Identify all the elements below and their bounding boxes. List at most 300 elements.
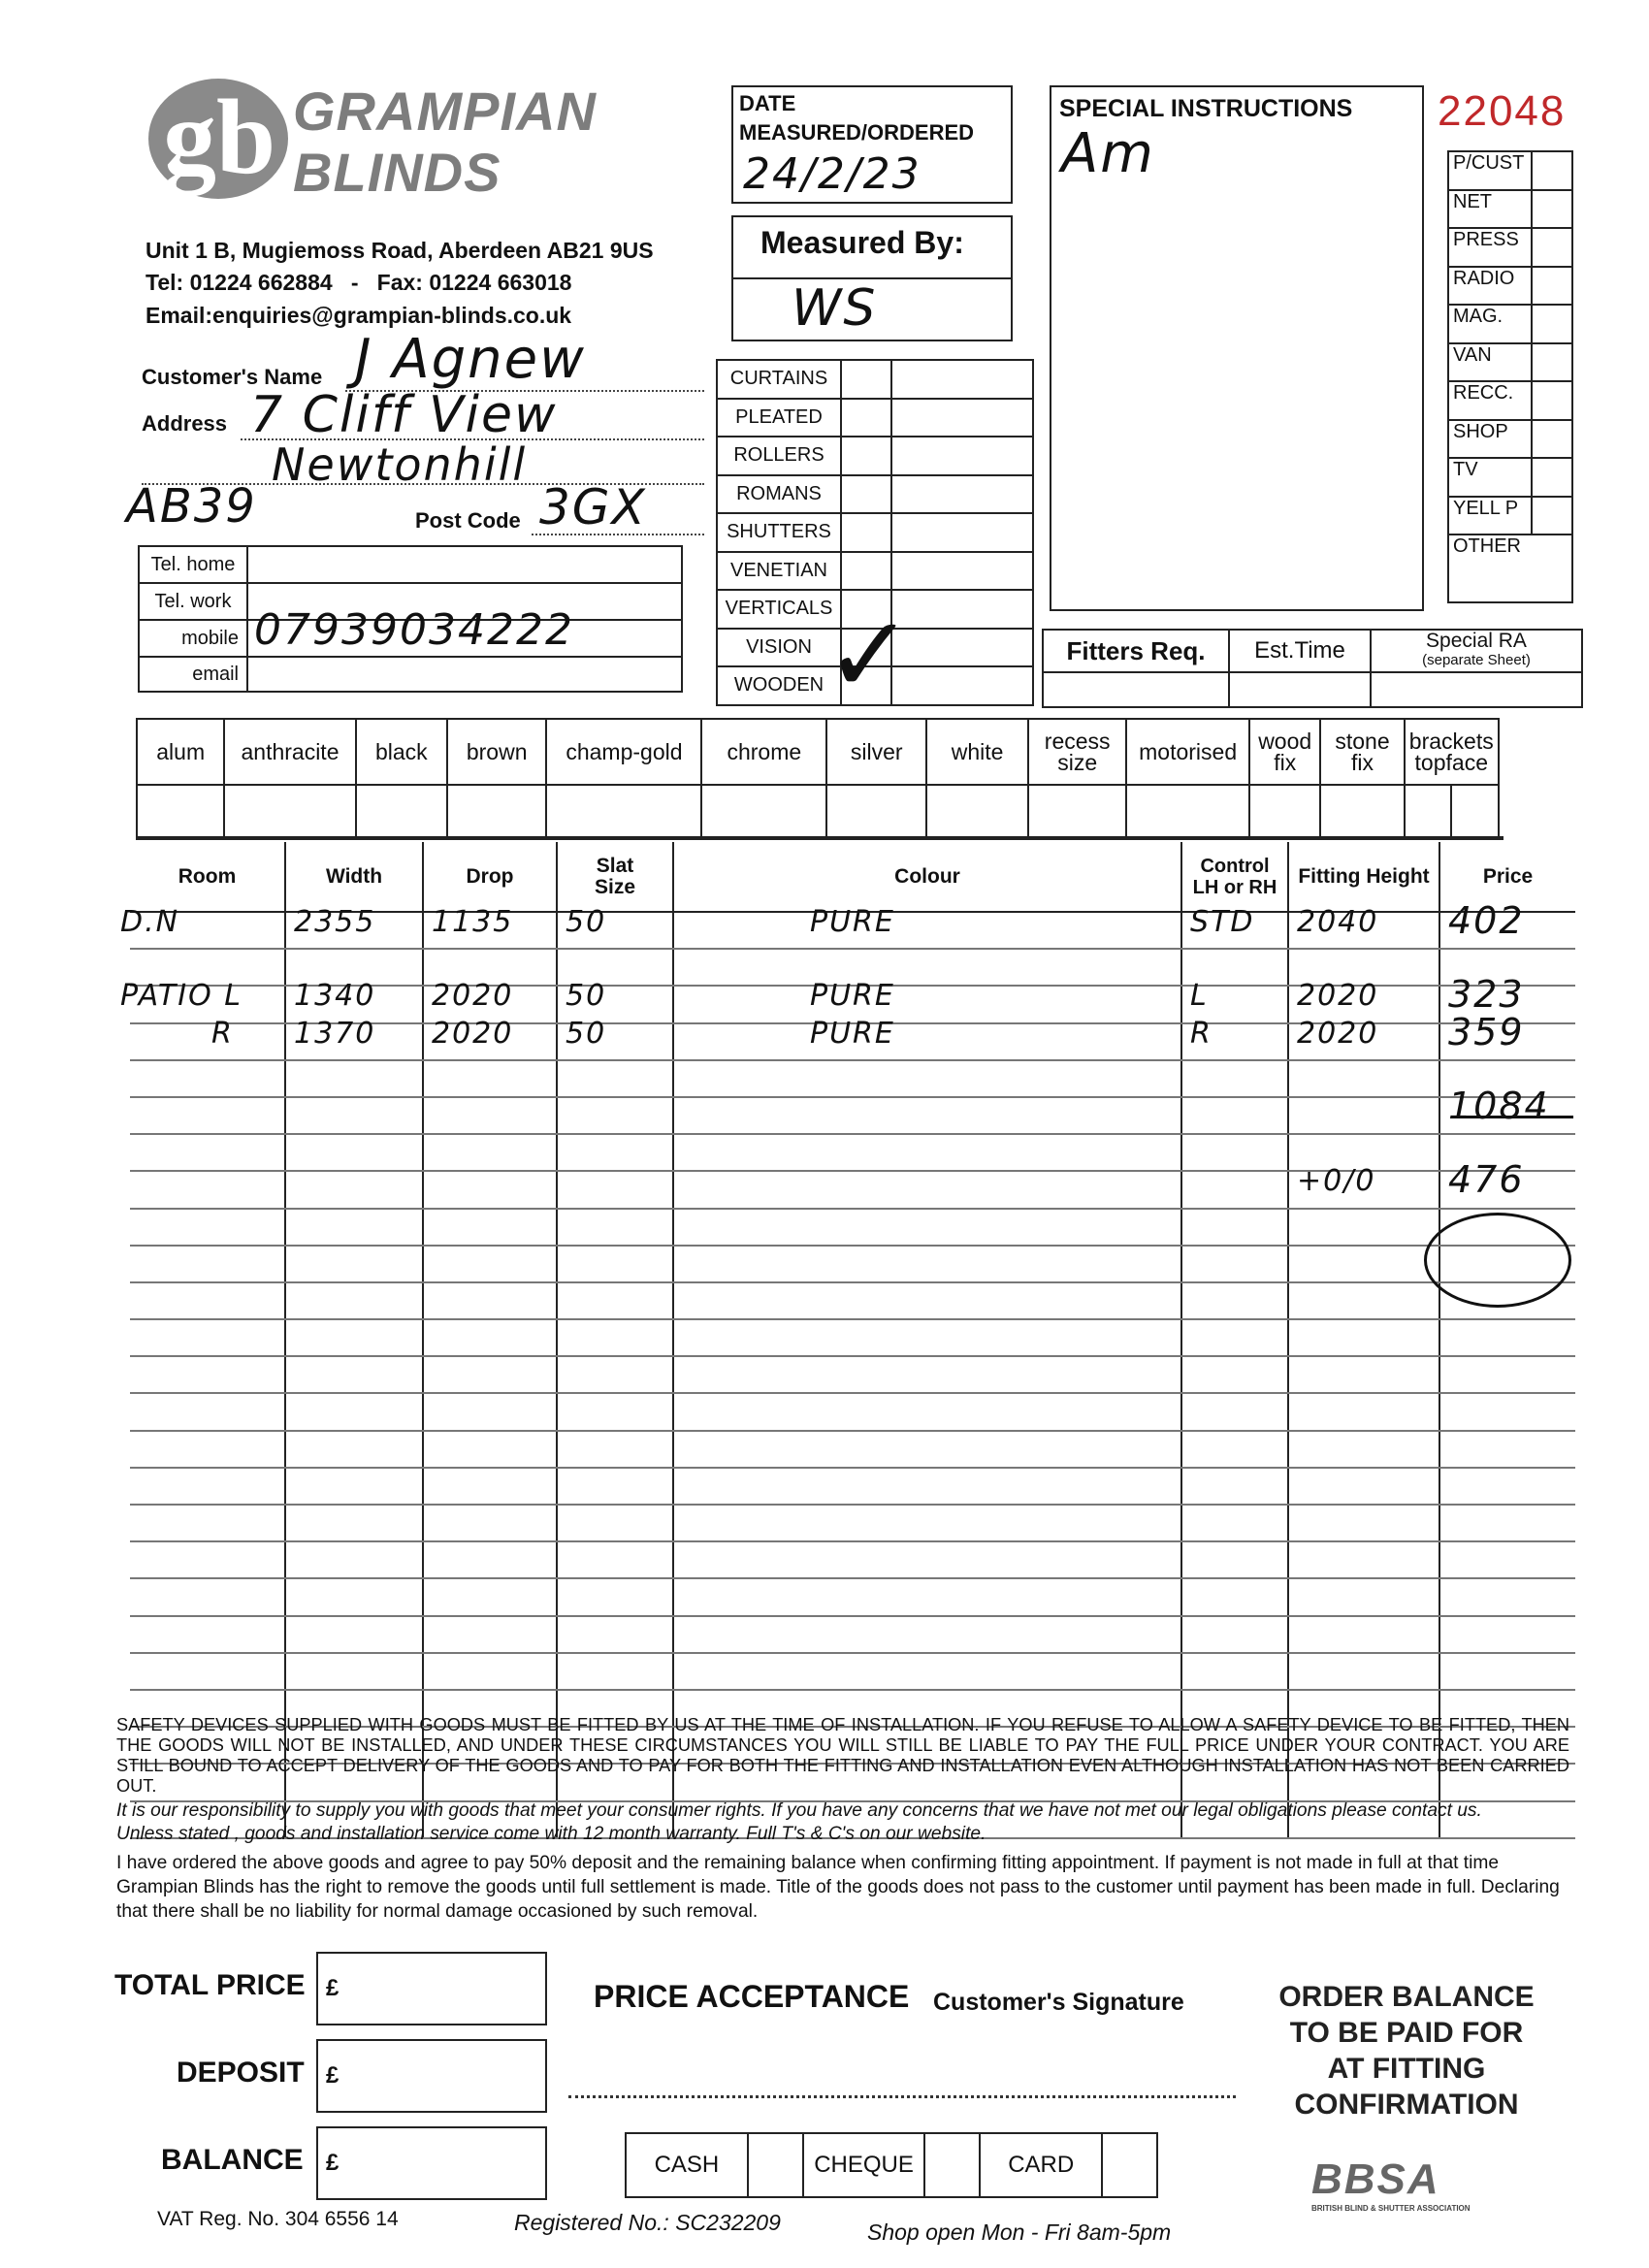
address-line1[interactable]: 7 Cliff View [250,386,558,444]
item-slat-cell[interactable] [557,1393,673,1430]
mobile-field[interactable] [247,605,682,657]
item-colour-cell[interactable] [673,1319,1181,1356]
source-checkbox[interactable] [1532,420,1572,459]
item-control-cell[interactable] [1181,1282,1288,1319]
item-control-cell[interactable] [1181,1134,1288,1171]
item-price-cell[interactable] [1439,899,1575,949]
item-drop-cell[interactable] [423,1060,557,1097]
item-slat-cell[interactable] [557,1653,673,1690]
col-colour: Colour [673,842,1181,912]
finish-option [447,719,546,785]
item-width-cell[interactable] [285,1282,423,1319]
total-price-field[interactable] [316,1952,547,2025]
finish-label: alum [156,739,206,764]
item-slat-cell[interactable] [557,1209,673,1246]
signature-line[interactable] [568,2095,1236,2098]
order-balance-notice [1242,1979,1571,2122]
vat-number: VAT Reg. No. 304 6556 14 [157,2208,399,2230]
finish-option [224,719,355,785]
item-colour-cell[interactable] [673,949,1181,986]
item-fitting-cell[interactable] [1288,1246,1439,1282]
item-colour-cell[interactable] [673,1431,1181,1468]
item-colour-cell[interactable] [673,1393,1181,1430]
item-room-cell[interactable] [130,1616,285,1653]
product-type-label: VENETIAN [717,552,841,591]
item-control-cell[interactable] [1181,1171,1288,1208]
postcode-value[interactable]: 3GX [539,479,647,535]
payment-method-checkbox[interactable] [748,2133,803,2197]
price-acceptance-label: PRICE ACCEPTANCE [594,1979,910,2014]
item-row [130,1246,1575,1282]
item-colour-cell[interactable] [673,1541,1181,1578]
item-slat-cell[interactable] [557,1505,673,1541]
est-time-label: Est.Time [1229,630,1371,672]
finish-option [1320,719,1404,785]
item-room-cell[interactable] [130,1209,285,1246]
item-width-cell[interactable] [285,1393,423,1430]
item-width-cell[interactable] [285,1616,423,1653]
finish-checkbox[interactable] [447,785,546,837]
price-circle [1424,1213,1571,1308]
item-room-cell[interactable] [130,1468,285,1505]
customer-name-label: Customer's Name [142,365,323,389]
product-type-label: VISION [717,629,841,667]
item-slat-cell[interactable] [557,1171,673,1208]
item-price-cell[interactable] [1439,1578,1575,1615]
special-ra-cell [1371,630,1582,672]
item-slat-cell[interactable] [557,1431,673,1468]
item-row [130,1653,1575,1690]
company-name-line1: GRAMPIAN [293,81,597,142]
bbsa-sub: BRITISH BLIND & SHUTTER ASSOCIATION [1311,2204,1471,2213]
deposit-field[interactable] [316,2039,547,2113]
item-row [130,1431,1575,1468]
item-price: 359 [1448,1010,1525,1053]
item-colour-cell[interactable] [673,1616,1181,1653]
item-control-cell[interactable] [1181,1541,1288,1578]
product-type-label: VERTICALS [717,590,841,629]
finish-checkbox[interactable] [1028,785,1126,837]
item-width: 1370 [294,1016,376,1051]
item-room-cell[interactable] [120,905,285,949]
item-control-cell[interactable] [1181,905,1288,949]
item-colour-cell[interactable] [673,979,1181,1022]
finish-checkbox[interactable] [546,785,701,837]
special-ra-field[interactable] [1371,672,1582,707]
item-price-cell[interactable] [1439,1468,1575,1505]
payment-methods-table [625,2132,1158,2198]
item-slat-cell[interactable] [557,1541,673,1578]
item-width-cell[interactable] [285,1541,423,1578]
product-type-checkbox[interactable] [841,360,891,399]
finish-option [137,719,224,785]
product-type-checkbox[interactable] [841,475,891,514]
item-slat-cell[interactable] [557,1016,673,1060]
terms-safety: SAFETY DEVICES SUPPLIED WITH GOODS MUST BE FITTED BY US AT THE TIME OF INSTALLATION. IF YOU REFUSE TO ALLOW A SAFETY DEVICE TO BE FITTED, THEN THE GOODS WILL NOT BE INSTALLED, AND UNDER THESE CIRCUMSTANCES YOU WILL STILL BE LIABLE TO PAY THE FULL PRICE UNDER YOUR CONTRACT. YOU ARE STILL BOUND TO ACCEPT DELIVERY OF THE GOODS AND TO PAY FOR BOTH THE FITTING AND INSTALLATION EVEN ALTHOUGH INSTALLATION HAS NOT BEEN CARRIED OUT. [116,1715,1569,1796]
item-colour-cell[interactable] [673,1171,1181,1208]
item-row [130,912,1575,949]
item-room-cell[interactable] [130,1134,285,1171]
finish-checkbox[interactable] [1320,785,1404,837]
phone-table [138,545,683,693]
col-price: Price [1439,842,1575,912]
date-label-2: MEASURED/ORDERED [739,120,975,145]
item-slat-cell[interactable] [557,1282,673,1319]
item-room-cell[interactable] [130,1171,285,1208]
item-slat-cell[interactable] [557,1578,673,1615]
item-fitting-cell[interactable] [1288,1393,1439,1430]
email-field[interactable] [247,657,682,692]
item-room-cell[interactable] [130,1431,285,1468]
product-type-notes[interactable] [891,475,1033,514]
item-room-cell[interactable] [130,1060,285,1097]
product-type-checkbox[interactable] [841,513,891,552]
item-width-cell[interactable] [285,1016,423,1060]
item-colour-cell[interactable] [673,1282,1181,1319]
product-type-checkbox[interactable] [841,437,891,475]
item-colour-cell[interactable] [673,1097,1181,1134]
company-name-line2: BLINDS [293,142,501,203]
balance-field[interactable] [316,2126,547,2200]
deposit-label: DEPOSIT [177,2057,305,2089]
item-drop-cell[interactable] [423,1541,557,1578]
item-drop-cell[interactable] [423,1393,557,1430]
item-fitting: +0/0 [1297,1164,1376,1199]
item-control-cell[interactable] [1181,1653,1288,1690]
item-fitting-cell[interactable] [1288,1356,1439,1393]
special-instructions-label: SPECIAL INSTRUCTIONS [1059,95,1353,122]
measured-by-value[interactable]: WS [792,279,878,338]
total-price-label: TOTAL PRICE [114,1969,306,2001]
item-price-cell[interactable] [1439,1431,1575,1468]
item-width-cell[interactable] [285,1431,423,1468]
source-checkbox[interactable] [1532,267,1572,306]
logo-letters: gb [163,78,276,196]
customer-signature-label: Customer's Signature [933,1989,1184,2016]
item-room-cell[interactable] [130,1097,285,1134]
item-fitting-cell[interactable] [1288,1578,1439,1615]
item-room-cell[interactable] [130,1541,285,1578]
item-control-cell[interactable] [1181,1209,1288,1246]
item-slat: 50 [566,905,607,939]
source-checkbox[interactable] [1532,305,1572,343]
item-slat: 50 [566,979,607,1014]
item-drop-cell[interactable] [423,1209,557,1246]
item-drop-cell[interactable] [423,1097,557,1134]
item-slat-cell[interactable] [557,1468,673,1505]
brackets-face: face [1445,750,1488,775]
terms-agreement: I have ordered the above goods and agree to pay 50% deposit and the remaining balance when confirming fitting appointment. If payment is not made in full at that time Grampian Blinds has the right to remove the goods until full settlement is made. Title of the goods does not pass to the customer until payment has been made in full. Declaring that there shall be no liability for normal damage occasioned by such removal. [116,1853,1560,1922]
source-checkbox[interactable] [1532,497,1572,535]
item-row [130,1171,1575,1208]
item-control: R [1190,1016,1212,1051]
registered-number: Registered No.: SC232209 [514,2210,781,2235]
item-control: STD [1190,905,1255,939]
item-width-cell[interactable] [285,1060,423,1097]
product-type-label: ROLLERS [717,437,841,475]
item-width-cell[interactable] [285,1209,423,1246]
item-price: 323 [1448,973,1525,1017]
finish-checkbox[interactable] [356,785,447,837]
item-room-cell[interactable] [120,979,285,1022]
item-control-cell[interactable] [1181,1097,1288,1134]
item-width-cell[interactable] [285,1246,423,1282]
item-control-cell[interactable] [1181,1468,1288,1505]
source-label: OTHER [1448,535,1572,602]
item-drop-cell[interactable] [423,1282,557,1319]
item-room-cell[interactable] [130,1246,285,1282]
item-fitting-cell[interactable] [1288,1468,1439,1505]
item-price-cell[interactable] [1439,1616,1575,1653]
item-slat-cell[interactable] [557,1060,673,1097]
item-price-cell[interactable] [1439,1356,1575,1393]
item-control-cell[interactable] [1181,1016,1288,1060]
address-line2[interactable]: Newtonhill [272,438,528,491]
postcode-prefix[interactable]: AB39 [126,479,257,534]
item-price-cell[interactable] [1439,1319,1575,1356]
product-type-notes[interactable] [891,513,1033,552]
product-type-notes[interactable] [891,552,1033,591]
finish-checkbox[interactable] [926,785,1028,837]
source-label: YELL P [1448,497,1532,535]
company-email: Email:enquiries@grampian-blinds.co.uk [146,303,572,328]
item-fitting-cell[interactable] [1288,1505,1439,1541]
item-fitting-cell[interactable] [1288,1431,1439,1468]
finish-option [546,719,701,785]
col-control-2: LH or RH [1192,876,1277,898]
item-colour: PURE [810,905,895,939]
items-table [120,842,1575,1839]
finish-option [1249,719,1321,785]
item-control-cell[interactable] [1181,1393,1288,1430]
item-slat-cell[interactable] [557,1246,673,1282]
tel-home-field[interactable] [247,546,682,583]
product-type-notes[interactable] [891,399,1033,437]
item-drop-cell[interactable] [423,1578,557,1615]
item-width-cell[interactable] [285,1134,423,1171]
order-balance-line: ORDER BALANCE [1278,1981,1535,2013]
bbsa-logo [1311,2155,1535,2213]
product-type-notes[interactable] [891,437,1033,475]
subtotal-line [1451,1116,1573,1118]
item-room: PATIO L [120,979,242,1014]
item-colour-cell[interactable] [673,1468,1181,1505]
item-drop-cell[interactable] [423,1171,557,1208]
item-price: 1084 [1448,1084,1550,1127]
item-control-cell[interactable] [1181,1246,1288,1282]
date-value[interactable]: 24/2/23 [743,149,922,199]
item-drop-cell[interactable] [423,1134,557,1171]
item-row [130,1393,1575,1430]
item-drop-cell[interactable] [423,905,557,949]
item-room-cell[interactable] [130,1282,285,1319]
item-fitting-cell[interactable] [1288,1541,1439,1578]
item-fitting-cell[interactable] [1288,1653,1439,1690]
item-drop-cell[interactable] [423,1431,557,1468]
col-room: Room [130,842,285,912]
item-drop-cell[interactable] [423,1653,557,1690]
product-type-notes[interactable] [891,360,1033,399]
item-colour-cell[interactable] [673,1356,1181,1393]
item-room-cell[interactable] [130,1578,285,1615]
company-logo [146,76,291,202]
item-fitting-cell[interactable] [1288,1097,1439,1134]
item-fitting-cell[interactable] [1288,1282,1439,1319]
finish-label: champ-gold [566,739,683,764]
brackets-label: brackets [1408,729,1494,754]
item-width-cell[interactable] [285,1653,423,1690]
finish-option [1028,719,1126,785]
finish-checkbox[interactable] [701,785,826,837]
item-fitting-cell[interactable] [1288,1164,1439,1208]
order-balance-line: TO BE PAID FOR [1289,2017,1524,2049]
item-width-cell[interactable] [285,905,423,949]
item-drop-cell[interactable] [423,1468,557,1505]
item-slat-cell[interactable] [557,1097,673,1134]
fitters-label: Fitters Req. [1043,630,1229,672]
product-type-checkbox[interactable] [841,399,891,437]
source-checkbox[interactable] [1532,381,1572,420]
item-colour-cell[interactable] [673,1505,1181,1541]
company-address: Unit 1 B, Mugiemoss Road, Aberdeen AB21 9US [146,238,654,263]
item-fitting-cell[interactable] [1288,1016,1439,1060]
item-row [130,1356,1575,1393]
item-price-cell[interactable] [1439,1653,1575,1690]
bracket-top-checkbox[interactable] [1405,785,1452,837]
item-fitting-cell[interactable] [1288,1616,1439,1653]
item-price-cell[interactable] [1439,1505,1575,1541]
customer-name-value[interactable]: J Agnew [355,328,586,391]
item-price-cell[interactable] [1439,1393,1575,1430]
item-control-cell[interactable] [1181,1431,1288,1468]
item-fitting-cell[interactable] [1288,1319,1439,1356]
item-colour-cell[interactable] [673,1016,1181,1060]
est-time-field[interactable] [1229,672,1371,707]
payment-method-checkbox[interactable] [924,2133,980,2197]
item-price-cell[interactable] [1439,1158,1575,1208]
item-slat-cell[interactable] [557,1134,673,1171]
source-label: NET [1448,190,1532,229]
source-checkbox[interactable] [1532,343,1572,382]
item-drop-cell[interactable] [423,1356,557,1393]
item-width-cell[interactable] [285,1356,423,1393]
finish-checkbox[interactable] [1126,785,1249,837]
item-slat-cell[interactable] [557,1319,673,1356]
item-colour-cell[interactable] [673,1209,1181,1246]
item-room-cell[interactable] [130,1016,285,1060]
finish-checkbox[interactable] [1249,785,1321,837]
source-checkbox[interactable] [1532,458,1572,497]
item-room-cell[interactable] [130,1356,285,1393]
item-row [130,1578,1575,1615]
payment-method-checkbox[interactable] [1102,2133,1157,2197]
item-drop-cell[interactable] [423,1616,557,1653]
item-colour-cell[interactable] [673,1060,1181,1097]
item-fitting-cell[interactable] [1288,905,1439,949]
source-checkbox[interactable] [1532,151,1572,190]
item-control-cell[interactable] [1181,1616,1288,1653]
product-type-label: CURTAINS [717,360,841,399]
item-colour-cell[interactable] [673,1134,1181,1171]
item-control-cell[interactable] [1181,1356,1288,1393]
item-slat-cell[interactable] [557,1356,673,1393]
finish-label-2: fix [1351,750,1374,775]
item-price-cell[interactable] [1439,1541,1575,1578]
item-row [130,1282,1575,1319]
item-control-cell[interactable] [1181,1578,1288,1615]
item-fitting-cell[interactable] [1288,1209,1439,1246]
product-type-label: ROMANS [717,475,841,514]
finish-checkbox[interactable] [224,785,355,837]
finish-checkbox[interactable] [137,785,224,837]
finish-label: chrome [727,739,802,764]
item-control-cell[interactable] [1181,1319,1288,1356]
date-box [731,85,1013,204]
item-drop-cell[interactable] [423,1016,557,1060]
finish-label: black [374,739,428,764]
item-width-cell[interactable] [285,1319,423,1356]
item-room: R [211,1016,234,1051]
item-width-cell[interactable] [285,1505,423,1541]
item-colour-cell[interactable] [673,1653,1181,1690]
item-control-cell[interactable] [1181,1505,1288,1541]
source-checkbox[interactable] [1532,190,1572,229]
item-drop-cell[interactable] [423,1319,557,1356]
item-width-cell[interactable] [285,1171,423,1208]
email-label: email [139,657,247,692]
item-width-cell[interactable] [285,1468,423,1505]
item-drop-cell[interactable] [423,1246,557,1282]
bracket-face-checkbox[interactable] [1451,785,1499,837]
item-slat-cell[interactable] [557,905,673,949]
source-checkbox[interactable] [1532,228,1572,267]
item-room-cell[interactable] [130,1653,285,1690]
company-tel-fax: Tel: 01224 662884 - Fax: 01224 663018 [146,270,572,295]
fitters-field[interactable] [1043,672,1229,707]
finish-label: stone [1335,729,1390,754]
item-control-cell[interactable] [1181,1060,1288,1097]
item-room-cell[interactable] [130,1505,285,1541]
product-type-label: WOODEN [717,666,841,705]
address-label: Address [142,411,228,436]
item-slat-cell[interactable] [557,1616,673,1653]
item-slat: 50 [566,1016,607,1051]
finish-checkbox[interactable] [826,785,926,837]
product-type-checkbox[interactable] [841,552,891,591]
special-instructions-value[interactable]: Am [1061,122,1155,185]
brackets-top: top [1414,750,1446,775]
finish-option [826,719,926,785]
product-type-label: SHUTTERS [717,513,841,552]
finish-label: wood [1258,729,1312,754]
bbsa-text: BBSA [1311,2155,1440,2203]
item-width-cell[interactable] [285,1097,423,1134]
item-room-cell[interactable] [130,1393,285,1430]
item-width-cell[interactable] [285,1578,423,1615]
item-width: 2355 [294,905,376,939]
item-drop-cell[interactable] [423,1505,557,1541]
item-colour-cell[interactable] [673,1578,1181,1615]
item-colour-cell[interactable] [673,905,1181,949]
item-row [130,1616,1575,1653]
item-colour-cell[interactable] [673,1246,1181,1282]
finish-label: silver [850,739,903,764]
item-price-cell[interactable] [1439,1010,1575,1060]
item-fitting-cell[interactable] [1288,1060,1439,1097]
item-room-cell[interactable] [130,1319,285,1356]
payment-method-label: CARD [980,2133,1102,2197]
finish-label: motorised [1139,739,1238,764]
